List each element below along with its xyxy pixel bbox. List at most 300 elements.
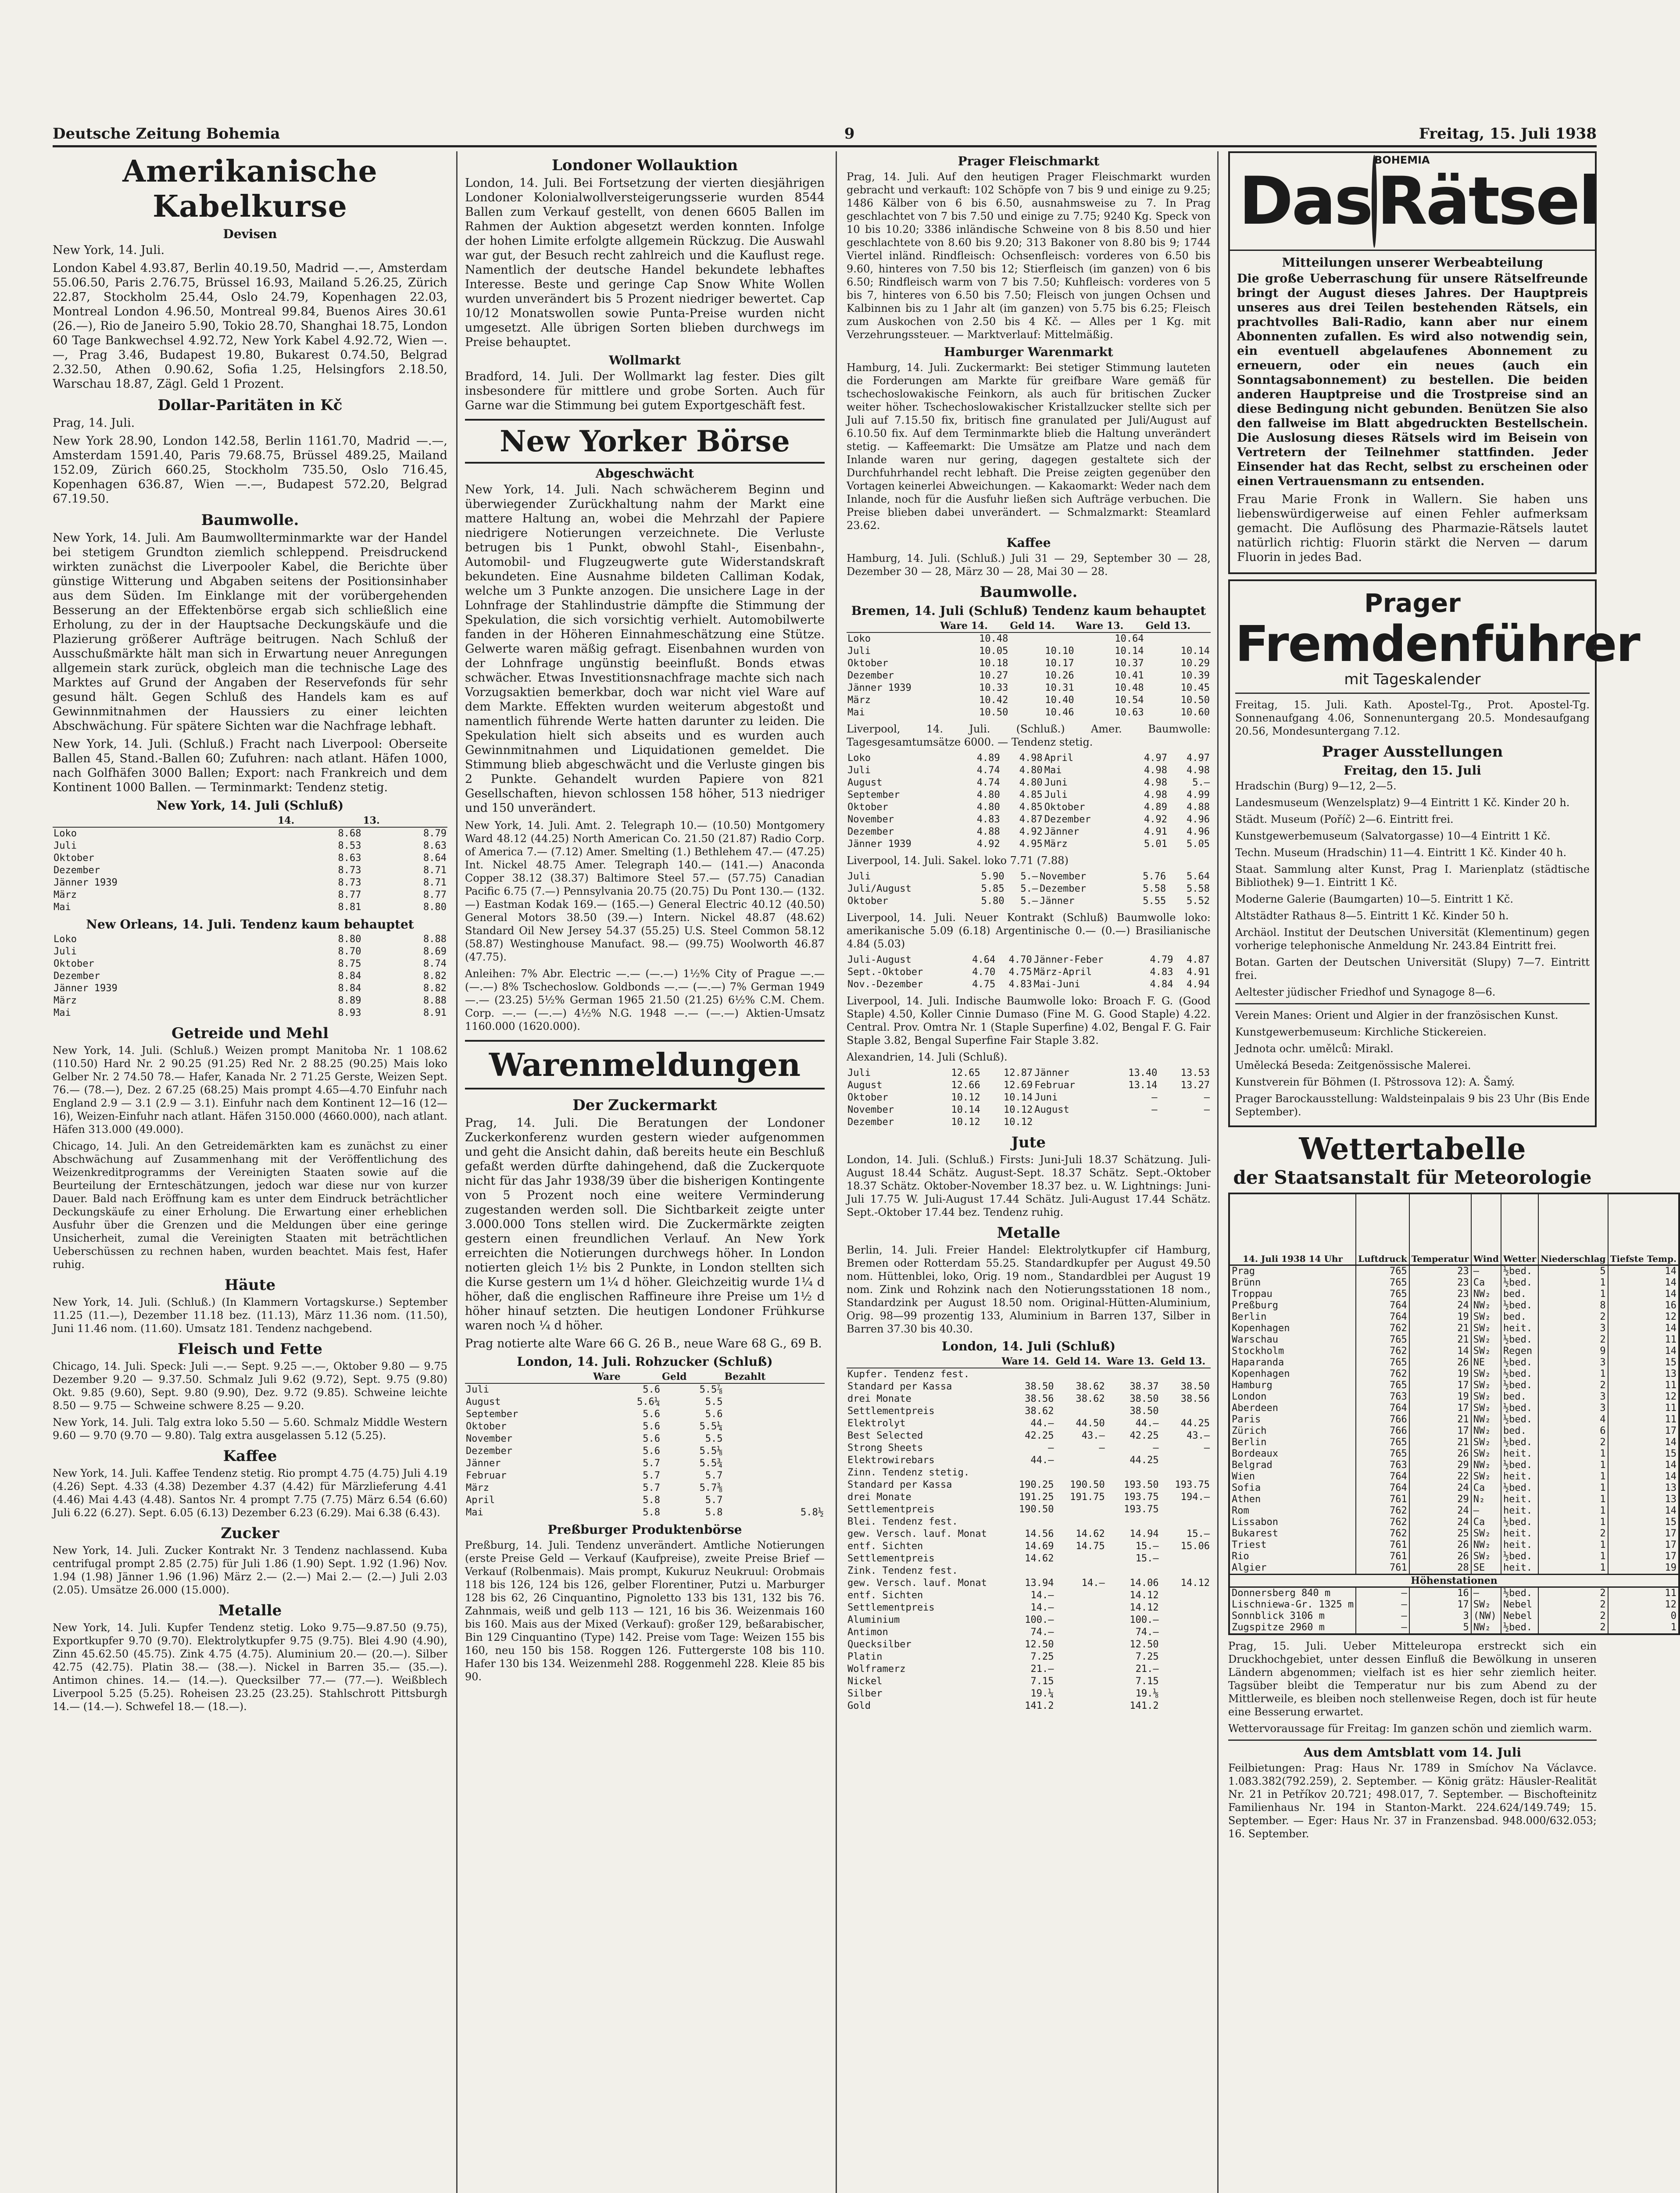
- table-cell: Athen: [1229, 1494, 1356, 1505]
- table-cell: —: [1204, 1104, 1210, 1115]
- table-cell: 14.62: [1076, 1529, 1105, 1539]
- table-cell: Elektrowirebars: [847, 1455, 935, 1466]
- table-cell: Jänner: [1044, 826, 1079, 837]
- table-cell: Mai: [54, 902, 71, 913]
- table-cell: [1033, 1116, 1106, 1129]
- table-cell: 766: [1356, 1414, 1409, 1425]
- table-row: [847, 1405, 1211, 1418]
- table-cell: 2: [1538, 1599, 1608, 1611]
- liverpool3-table: [847, 954, 1211, 991]
- table-cell: Jänner: [1040, 896, 1075, 907]
- table-cell: 8.82: [423, 971, 447, 982]
- table-cell: [724, 1396, 825, 1408]
- newspaper-page: [26, 0, 1677, 2193]
- dollar-text: New York 28.90, London 142.58, Berlin 1161.70, Madrid —.—, Amsterdam 1591.40, Paris 79.68.75, Brüssel 489.25, Mailand 152.09, Zürich 660.25, Stockholm 735.50, Oslo 716.45, Kopenhagen 636.87, Wien —.—, Budapest 572.20, Belgrad 67.19.50.: [53, 434, 447, 506]
- wollmarkt-text: Bradford, 14. Juli. Der Wollmarkt lag fester. Dies gilt insbesondere für mittlere und grobe Sorten. Auch für Garne war die Stimmung bei gutem Exportgeschäft fest.: [465, 370, 825, 412]
- table-cell: 11: [1608, 1380, 1679, 1391]
- dateline: New York, 14. Juli.: [53, 243, 165, 257]
- table-row: [1229, 1460, 1679, 1471]
- table-cell: 193.75: [1124, 1504, 1159, 1515]
- table-cell: 8.73: [338, 877, 361, 888]
- ny-anleihen: Anleihen: 7% Abr. Electric —.— (—.—) 1½% City of Prague —.— (—.—) 8% Tschechoslow. Goldbonds —.— (—.—) 7% German 1949 —.— (23.25) 5½% German 1965 21.50 (21.25) 6½% C.M. Chem. Corp. —.— (—.—) 4½% N.G. 1948 —.— (—.—) Aktien-Umsatz 1160.000 (1620.000).: [465, 968, 825, 1032]
- table-cell: November: [847, 1104, 894, 1115]
- table-cell: Gold: [847, 1700, 871, 1711]
- table-cell: 13: [1608, 1494, 1679, 1505]
- table-cell: 4.79: [1150, 954, 1173, 965]
- table-cell: Hamburg: [1229, 1380, 1356, 1391]
- table-cell: —: [1471, 1265, 1501, 1278]
- table-row: [847, 1565, 1211, 1577]
- table-cell: November: [847, 814, 894, 825]
- table-cell: [1054, 1467, 1105, 1479]
- column-header: Geld 13.: [1145, 620, 1211, 632]
- list-item: Kunstgewerbemuseum: Kirchliche Stickereien.: [1235, 1026, 1487, 1038]
- table-row: [53, 827, 447, 840]
- table-cell: [724, 1482, 825, 1494]
- table-cell: 190.25: [1019, 1479, 1054, 1490]
- table-cell: Dezember: [847, 826, 894, 837]
- table-cell: 761: [1356, 1539, 1409, 1551]
- table-row: [847, 1393, 1211, 1405]
- table-cell: SW₂: [1471, 1368, 1501, 1380]
- table-cell: Preßburg: [1229, 1300, 1356, 1311]
- table-cell: Donnersberg 840 m: [1229, 1587, 1356, 1600]
- table-cell: 15.—: [1135, 1553, 1159, 1564]
- table-cell: 4.96: [1187, 814, 1210, 825]
- table-cell: [1054, 1602, 1105, 1614]
- list-item: Verein Manes: Orient und Algier in der französischen Kunst.: [1235, 1009, 1558, 1021]
- table-cell: 1: [1538, 1505, 1608, 1517]
- table-cell: Oktober: [847, 802, 888, 813]
- table-cell: 14.12: [1130, 1590, 1159, 1601]
- table-cell: 11: [1608, 1334, 1679, 1346]
- table-row: [465, 1494, 825, 1507]
- headline-kabelkurse: Amerikanische Kabelkurse: [122, 154, 378, 224]
- london-sugar-head: London, 14. Juli. Rohzucker (Schluß): [517, 1354, 773, 1369]
- table-cell: 4.80: [976, 789, 1000, 800]
- crossword-grid-icon: BOHEMIA: [1372, 155, 1377, 248]
- table-cell: 5.5: [705, 1397, 723, 1407]
- table-cell: NW₂: [1471, 1539, 1501, 1551]
- table-cell: 5.76: [1143, 871, 1166, 882]
- kaffee-hh-text: Hamburg, 14. Juli. (Schluß.) Juli 31 — 29, September 30 — 28, Dezember 30 — 28, März 30 — 28, Mai 30 — 28.: [847, 552, 1211, 578]
- section-amtsblatt: Aus dem Amtsblatt vom 14. Juli: [1303, 1745, 1522, 1760]
- table-row: [847, 789, 1211, 801]
- section-pressburg: Preßburger Produktenbörse: [547, 1522, 742, 1537]
- table-cell: 17: [1409, 1380, 1471, 1391]
- table-cell: 3: [1538, 1391, 1608, 1403]
- table-cell: 765: [1356, 1357, 1409, 1368]
- table-cell: Zinn. Tendenz stetig.: [847, 1467, 970, 1478]
- table-cell: 14: [1608, 1471, 1679, 1482]
- table-cell: 5.5¾: [699, 1458, 723, 1469]
- table-cell: 4.98: [1144, 789, 1167, 800]
- table-cell: heit.: [1501, 1562, 1538, 1575]
- table-cell: NW₂: [1471, 1414, 1501, 1425]
- table-row: [847, 826, 1211, 838]
- table-cell: 8.82: [423, 983, 447, 994]
- fremden-prager: Prager: [1364, 588, 1461, 618]
- fremdenfuehrer-box: [1228, 579, 1640, 1127]
- table-cell: 14: [1608, 1505, 1679, 1517]
- section-ausstellungen: Prager Ausstellungen: [1322, 743, 1503, 761]
- table-row: [847, 895, 1211, 907]
- table-cell: [1160, 1553, 1211, 1565]
- table-cell: 8.63: [338, 853, 361, 864]
- table-cell: 1: [1538, 1471, 1608, 1482]
- fremden-sub: mit Tageskalender: [1344, 671, 1481, 688]
- table-cell: 10.12: [951, 1117, 980, 1128]
- table-cell: 5.5¼: [699, 1421, 723, 1432]
- table-cell: ½bed.: [1501, 1380, 1538, 1391]
- table-cell: 10.33: [979, 682, 1008, 693]
- table-cell: 10.37: [1115, 658, 1144, 669]
- table-cell: 24: [1409, 1517, 1471, 1528]
- table-cell: 10.14: [1115, 646, 1144, 657]
- ausstellungen-list-2: [1235, 1009, 1590, 1118]
- list-item: Archäol. Institut der Deutschen Universität (Klementinum) gegen vorherige telephonische Anmeldung Nr. 243.84 Eintritt frei.: [1235, 926, 1590, 952]
- table-cell: 2: [1538, 1334, 1608, 1346]
- table-cell: [1054, 1589, 1105, 1602]
- table-cell: 10.39: [1180, 670, 1210, 681]
- table-row: [847, 801, 1211, 814]
- table-cell: heit.: [1501, 1539, 1538, 1551]
- table-cell: [1160, 1454, 1211, 1467]
- metalle-text: New York, 14. Juli. Kupfer Tendenz stetig. Loko 9.75—9.87.50 (9.75), Exportkupfer 9.70 (9.70). Elektrolytkupfer 9.75 (9.75). Blei 4.90 (4.90), Zinn 45.62.50 (45.75). Zink 4.75 (4.75). Aluminium 20.— (20.—). Silber 42.75 (42.75). Platin 38.— (38.—). Nickel in Barren 35.— (35.—). Antimon chines. 14.— (14.—). Quecksilber 77.— (77.—). Weißblech Liverpool 5.25 (5.25). Roheisen 23.25 (23.25). Stahlschrott Pittsburgh 14.— (14.—). Schwefel 18.— (18.—).: [53, 1622, 447, 1713]
- table-row: [847, 1430, 1211, 1442]
- table-cell: Juli: [847, 871, 871, 882]
- table-row: [1229, 1357, 1679, 1368]
- table-cell: März: [54, 889, 77, 900]
- table-cell: Mai: [466, 1507, 483, 1518]
- table-cell: September: [466, 1409, 518, 1420]
- raetsel-banner: [1230, 153, 1599, 251]
- table-cell: 14: [1409, 1346, 1471, 1357]
- table-cell: London: [1229, 1391, 1356, 1403]
- table-cell: 4.89: [1144, 802, 1167, 813]
- table-cell: 74.—: [1030, 1627, 1054, 1638]
- table-cell: [1160, 1516, 1211, 1528]
- table-row: [847, 954, 1211, 966]
- table-row: [1229, 1403, 1679, 1414]
- table-cell: [1054, 1553, 1105, 1565]
- table-cell: 6: [1538, 1425, 1608, 1437]
- table-row: [847, 1602, 1211, 1614]
- table-row: [847, 1104, 1211, 1116]
- table-cell: Juli: [54, 946, 77, 957]
- table-cell: 12: [1608, 1391, 1679, 1403]
- table-cell: 4.84: [1150, 979, 1173, 990]
- table-cell: 4.80: [1019, 777, 1043, 788]
- london-sugar-table: [465, 1371, 825, 1519]
- table-cell: 2: [1538, 1622, 1608, 1634]
- table-cell: 193.75: [1124, 1492, 1159, 1503]
- table-cell: 765: [1356, 1334, 1409, 1346]
- table-cell: heit.: [1501, 1494, 1538, 1505]
- table-cell: 4.70: [1008, 954, 1032, 965]
- no-cotton-table: [53, 933, 447, 1019]
- table-cell: 44.—: [1135, 1418, 1159, 1429]
- table-row: [847, 1700, 1211, 1712]
- table-cell: 2: [1538, 1437, 1608, 1448]
- table-row: [53, 933, 447, 946]
- table-cell: 5.6: [643, 1409, 661, 1420]
- table-cell: [1160, 1589, 1211, 1602]
- london-metal-head: London, 14. Juli (Schluß): [941, 1339, 1116, 1354]
- table-cell: [724, 1445, 825, 1457]
- table-cell: 19: [1409, 1368, 1471, 1380]
- table-row: [53, 840, 447, 852]
- table-cell: Zink. Tendenz fest.: [847, 1565, 958, 1576]
- table-cell: Lischniewa-Gr. 1325 m: [1229, 1599, 1356, 1611]
- ny-cotton-table: [53, 814, 447, 914]
- table-header: [1229, 1193, 1679, 1265]
- table-row: [847, 1577, 1211, 1589]
- table-row: [1229, 1562, 1679, 1575]
- table-cell: 4.98: [1144, 765, 1167, 776]
- table-cell: 14.69: [1025, 1541, 1054, 1552]
- table-cell: —: [1048, 1443, 1054, 1454]
- table-cell: 12.65: [951, 1068, 980, 1079]
- table-row: [53, 1007, 447, 1019]
- masthead-title: Deutsche Zeitung Bohemia: [53, 125, 280, 143]
- london-metal-table: [847, 1355, 1211, 1712]
- table-cell: 8.81: [338, 902, 361, 913]
- table-row: [465, 1383, 825, 1396]
- table-cell: Loko: [54, 828, 77, 839]
- table-cell: 17: [1608, 1528, 1679, 1539]
- table-cell: 141.2: [1130, 1700, 1159, 1711]
- table-cell: drei Monate: [847, 1492, 911, 1503]
- table-cell: Oktober: [847, 1092, 888, 1103]
- table-cell: August: [847, 1080, 883, 1091]
- column-header: Geld 13.: [1160, 1355, 1211, 1368]
- table-cell: [1106, 1368, 1160, 1381]
- weather-forecast: Wettervoraussage für Freitag: Im ganzen schön und ziemlich warm.: [1228, 1722, 1592, 1735]
- table-cell: 44.—: [1030, 1455, 1054, 1466]
- table-cell: 25: [1409, 1528, 1471, 1539]
- table-row: [1229, 1599, 1679, 1611]
- table-cell: 2: [1538, 1528, 1608, 1539]
- table-cell: 21: [1409, 1323, 1471, 1334]
- table-cell: 21: [1409, 1334, 1471, 1346]
- amtsblatt-text: Feilbietungen: Prag: Haus Nr. 1789 in Smíchov Na Václavce. 1.083.382(792.259), 2. September. — König grätz: Häusler-Realität Nr. 21 in Petříkov 20.721; 498.017, 7. September. — Bischofteinitz Familienhaus Nr. 194 in Stanton-Markt. 224.624/149.749; 15. September. — Eger: Haus Nr. 37 in Franzensbad. 948.000/632.053; 16. September.: [1228, 1762, 1597, 1840]
- table-cell: 5.6: [643, 1421, 661, 1432]
- table-cell: Algier: [1229, 1562, 1356, 1575]
- table-row: [1229, 1448, 1679, 1460]
- table-cell: 765: [1356, 1448, 1409, 1460]
- table-cell: 7.25: [1135, 1651, 1159, 1662]
- table-cell: 38.62: [1076, 1381, 1105, 1392]
- table-row: [847, 682, 1211, 694]
- table-cell: 5.80: [981, 896, 1004, 907]
- table-cell: 19.⅛: [1135, 1688, 1159, 1699]
- table-cell: [1160, 1700, 1211, 1712]
- table-row: [847, 871, 1211, 883]
- headline-ny-boerse: New Yorker Börse: [465, 419, 825, 464]
- table-row: [847, 814, 1211, 826]
- table-cell: 4.85: [1019, 802, 1043, 813]
- table-cell: 11: [1608, 1403, 1679, 1414]
- table-row: [53, 852, 447, 864]
- table-cell: 7.25: [1030, 1651, 1054, 1662]
- table-cell: Dezember: [466, 1446, 512, 1457]
- table-cell: 23: [1409, 1265, 1471, 1278]
- table-cell: Juni: [1044, 777, 1068, 788]
- table-cell: ½bed.: [1501, 1403, 1538, 1414]
- table-cell: 19: [1409, 1311, 1471, 1323]
- section-fleisch: Fleisch und Fette: [177, 1340, 322, 1358]
- table-cell: 4.98: [1019, 753, 1043, 764]
- list-item: Staat. Sammlung alter Kunst, Prag I. Marienplatz (städtische Bibliothek) 9—1. Eintritt 1 Kč.: [1235, 863, 1590, 889]
- table-cell: 193.50: [1124, 1479, 1159, 1490]
- table-cell: 13: [1608, 1482, 1679, 1494]
- table-cell: 1: [1538, 1562, 1608, 1575]
- table-cell: Juli: [847, 646, 871, 657]
- table-cell: 8.75: [338, 958, 361, 969]
- table-cell: 4.80: [976, 802, 1000, 813]
- table-cell: 5.05: [1187, 839, 1210, 850]
- table-cell: März: [54, 995, 77, 1006]
- table-row: [1229, 1380, 1679, 1391]
- table-row: [1229, 1551, 1679, 1562]
- table-cell: ½bed.: [1501, 1357, 1538, 1368]
- table-cell: 5.7: [643, 1482, 661, 1493]
- table-cell: März: [847, 695, 871, 706]
- raetsel-word: Rätsel: [1377, 163, 1599, 239]
- table-cell: [1054, 1368, 1105, 1381]
- table-cell: 10.63: [1115, 707, 1144, 718]
- table-cell: Dezember: [54, 865, 100, 876]
- table-row: [847, 1079, 1211, 1092]
- table-cell: November: [1040, 871, 1087, 882]
- table-cell: 14.—: [1030, 1590, 1054, 1601]
- table-cell: NW₂: [1471, 1460, 1501, 1471]
- table-cell: 1: [1538, 1368, 1608, 1380]
- table-cell: 74.—: [1135, 1627, 1159, 1638]
- table-cell: 15.06: [1180, 1541, 1210, 1552]
- section-hamburger: Hamburger Warenmarkt: [944, 345, 1113, 359]
- table-cell: 13.27: [1180, 1080, 1210, 1091]
- table-cell: ½bed.: [1501, 1622, 1538, 1634]
- ny-boerse-sub: Abgeschwächt: [595, 466, 694, 481]
- table-cell: 14: [1608, 1346, 1679, 1357]
- table-cell: SW₂: [1471, 1346, 1501, 1357]
- table-cell: 100.—: [1025, 1614, 1054, 1625]
- table-cell: Oktober: [847, 896, 888, 907]
- table-cell: 14: [1608, 1460, 1679, 1471]
- table-cell: 14: [1608, 1437, 1679, 1448]
- table-row: [847, 1639, 1211, 1651]
- table-cell: 11: [1608, 1414, 1679, 1425]
- table-row: [847, 979, 1211, 991]
- table-cell: Jänner 1939: [54, 983, 118, 994]
- alex-head: Alexandrien, 14. Juli (Schluß).: [847, 1051, 1008, 1063]
- table-cell: 8.79: [423, 828, 447, 839]
- table-cell: 8.74: [423, 958, 447, 969]
- section-devisen: Devisen: [223, 227, 277, 241]
- table-cell: —: [1471, 1505, 1501, 1517]
- table-row: [1229, 1334, 1679, 1346]
- table-cell: 5.—: [1192, 777, 1210, 788]
- table-cell: 765: [1356, 1380, 1409, 1391]
- table-row: [847, 1491, 1211, 1504]
- table-cell: 2: [1538, 1587, 1608, 1600]
- table-cell: 19.¼: [1030, 1688, 1054, 1699]
- table-cell: Februar: [466, 1470, 507, 1481]
- table-cell: SW₂: [1471, 1471, 1501, 1482]
- table-row: [847, 1454, 1211, 1467]
- table-cell: Juli: [847, 765, 871, 776]
- table-cell: 5.6: [643, 1446, 661, 1457]
- table-cell: 13.53: [1180, 1068, 1210, 1079]
- table-cell: heit.: [1501, 1323, 1538, 1334]
- table-cell: 38.50: [1180, 1381, 1210, 1392]
- fleischmarkt-text: Prag, 14. Juli. Auf den heutigen Prager Fleischmarkt wurden gebracht und verkauft: 102 Schöpfe von 7 bis 9 und einige zu 9.25; 1486 Kälber von 6 bis 6.50, ausnahmsweise zu 7. In Prag geschlachtet von 7 bis 7.50 und einige zu 7.75; 9240 Kg. Speck von 10 bis 10.20; 3386 inländische Schweine von 8 bis 8.50 und hier geschlachtete von 8.60 bis 9.20; 313 Bakoner von 8.80 bis 9; 1744 Viertel inländ. Rindfleisch: Ochsenfleisch: vorderes von 6.50 bis 9.60, hinteres von 7.50 bis 12; Stierfleisch (im ganzen) von 6 bis 6.50; Rindfleisch warm von 7 bis 7.50; Kuhfleisch: vorderes von 5 bis 7, hinteres von 6.50 bis 7.50; Fleisch von jungen Ochsen und Kalbinnen bis zu 1 Jahr alt (im ganzen) von 5.75 bis 6.25; Fleisch zum Auskochen von 2.50 bis 4 Kč. — Alles per 1 Kg. mit Verzehrungssteuer. — Marktverlauf: Mittelmäßig.: [847, 171, 1211, 341]
- table-cell: 17: [1409, 1599, 1471, 1611]
- table-cell: 762: [1356, 1505, 1409, 1517]
- table-cell: 43.—: [1187, 1430, 1210, 1441]
- table-cell: 0: [1608, 1611, 1679, 1622]
- table-cell: 3: [1538, 1357, 1608, 1368]
- table-cell: 38.50: [1025, 1381, 1054, 1392]
- table-cell: 38.37: [1130, 1381, 1159, 1392]
- table-cell: 5.7: [643, 1458, 661, 1469]
- table-row: [847, 1116, 1211, 1129]
- column-header: Ware 14.: [939, 620, 1009, 632]
- table-row: [847, 883, 1211, 895]
- table-cell: Stockholm: [1229, 1346, 1356, 1357]
- table-cell: Kupfer. Tendenz fest.: [847, 1369, 970, 1380]
- table-cell: 8.73: [338, 865, 361, 876]
- table-cell: 5.8: [643, 1495, 661, 1506]
- table-cell: [1001, 1467, 1055, 1479]
- table-row: [847, 1528, 1211, 1540]
- raetsel-note: Frau Marie Fronk in Wallern. Sie haben uns liebenswürdigerweise auf einen Fehler aufmerksam gemacht. Die Auflösung des Pharmazie-Rätsels lautet natürlich richtig: Fluorin stärkt die Nerven — darum Fluorin in jedes Bad.: [1237, 493, 1588, 564]
- table-cell: 191.75: [1070, 1492, 1105, 1503]
- baumwolle-text-2: New York, 14. Juli. (Schluß.) Fracht nach Liverpool: Oberseite Ballen 45, Stand.-Ballen 60; Zufuhren: nach atlant. Häfen 1000, nach Golfhäfen 3000 Ballen; Export: nach Frankreich und dem Kontinent 1000 Ballen. — Terminmarkt: Tendenz stetig.: [53, 737, 447, 794]
- table-cell: Mai: [1044, 765, 1062, 776]
- table-cell: 13: [1608, 1368, 1679, 1380]
- baumwolle-text: New York, 14. Juli. Am Baumwollterminmarkte war der Handel bei stetigem Grundton ziemlich schleppend. Preisdruckend wirkten zunächst die Liverpooler Kabel, die Berichte über günstige Witterung und Abgaben seitens der Positionsinhaber aus dem Süden. Im Einklange mit der vorübergehenden Besserung an der Effektenbörse ergab sich schließlich eine Erholung, zu der in der Hauptsache Deckungskäufe und die Plazierung größerer Aufträge beitrugen. Nach Schluß der Ausschußmärkte hält man sich in Erwartung neuer Anregungen allgemein stark zurück, obgleich man die technische Lage des Marktes auf Grund der Angaben der Reservefonds für sehr gesund hält. Gegen Schluß des Handels kam es auf Gewinnmitnahmen der Haussiers zu einer leichten Abschwächung. Für spätere Sichten war die Nachfrage lebhaft.: [53, 531, 447, 733]
- table-cell: 762: [1356, 1528, 1409, 1539]
- table-cell: ½bed.: [1501, 1460, 1538, 1471]
- table-cell: NW₂: [1471, 1622, 1501, 1634]
- table-cell: 5.01: [1144, 839, 1167, 850]
- table-cell: 42.25: [1130, 1430, 1159, 1441]
- table-cell: 8.64: [423, 853, 447, 864]
- table-cell: August: [847, 777, 883, 788]
- table-cell: 3: [1409, 1611, 1471, 1622]
- table-cell: 5.8: [705, 1507, 723, 1518]
- column-header: Bezahlt: [724, 1371, 825, 1383]
- table-cell: Oktober: [54, 958, 94, 969]
- table-cell: bed.: [1501, 1391, 1538, 1403]
- table-cell: Silber: [847, 1688, 883, 1699]
- table-cell: 44.25: [1180, 1418, 1210, 1429]
- table-cell: 13.14: [1128, 1080, 1158, 1091]
- metalle-3-text: Berlin, 14. Juli. Freier Handel: Elektrolytkupfer cif Hamburg, Bremen oder Rotterdam 55.25. Standardkupfer per August 49.50 nom. Hüttenblei, loko, Orig. 19 nom., Standardblei per August 19 nom. Zink und Rohzink nach den Notierungsstationen 18 nom., Standardzink per August 18.50 nom. Original-Hütten-Aluminium, Orig. 98—99 prozentig 133, Aluminium in Barren 137, Silber in Barren 37.30 bis 40.30.: [847, 1244, 1211, 1335]
- table-cell: NE: [1471, 1357, 1501, 1368]
- table-cell: 16: [1608, 1300, 1679, 1311]
- table-cell: 5.5⅞: [699, 1384, 723, 1395]
- table-cell: Loko: [847, 753, 871, 764]
- table-cell: 1: [1538, 1277, 1608, 1289]
- column-header: Geld: [661, 1371, 724, 1383]
- table-cell: Oktober: [466, 1421, 507, 1432]
- table-cell: 17: [1608, 1539, 1679, 1551]
- page-number: 9: [844, 125, 855, 143]
